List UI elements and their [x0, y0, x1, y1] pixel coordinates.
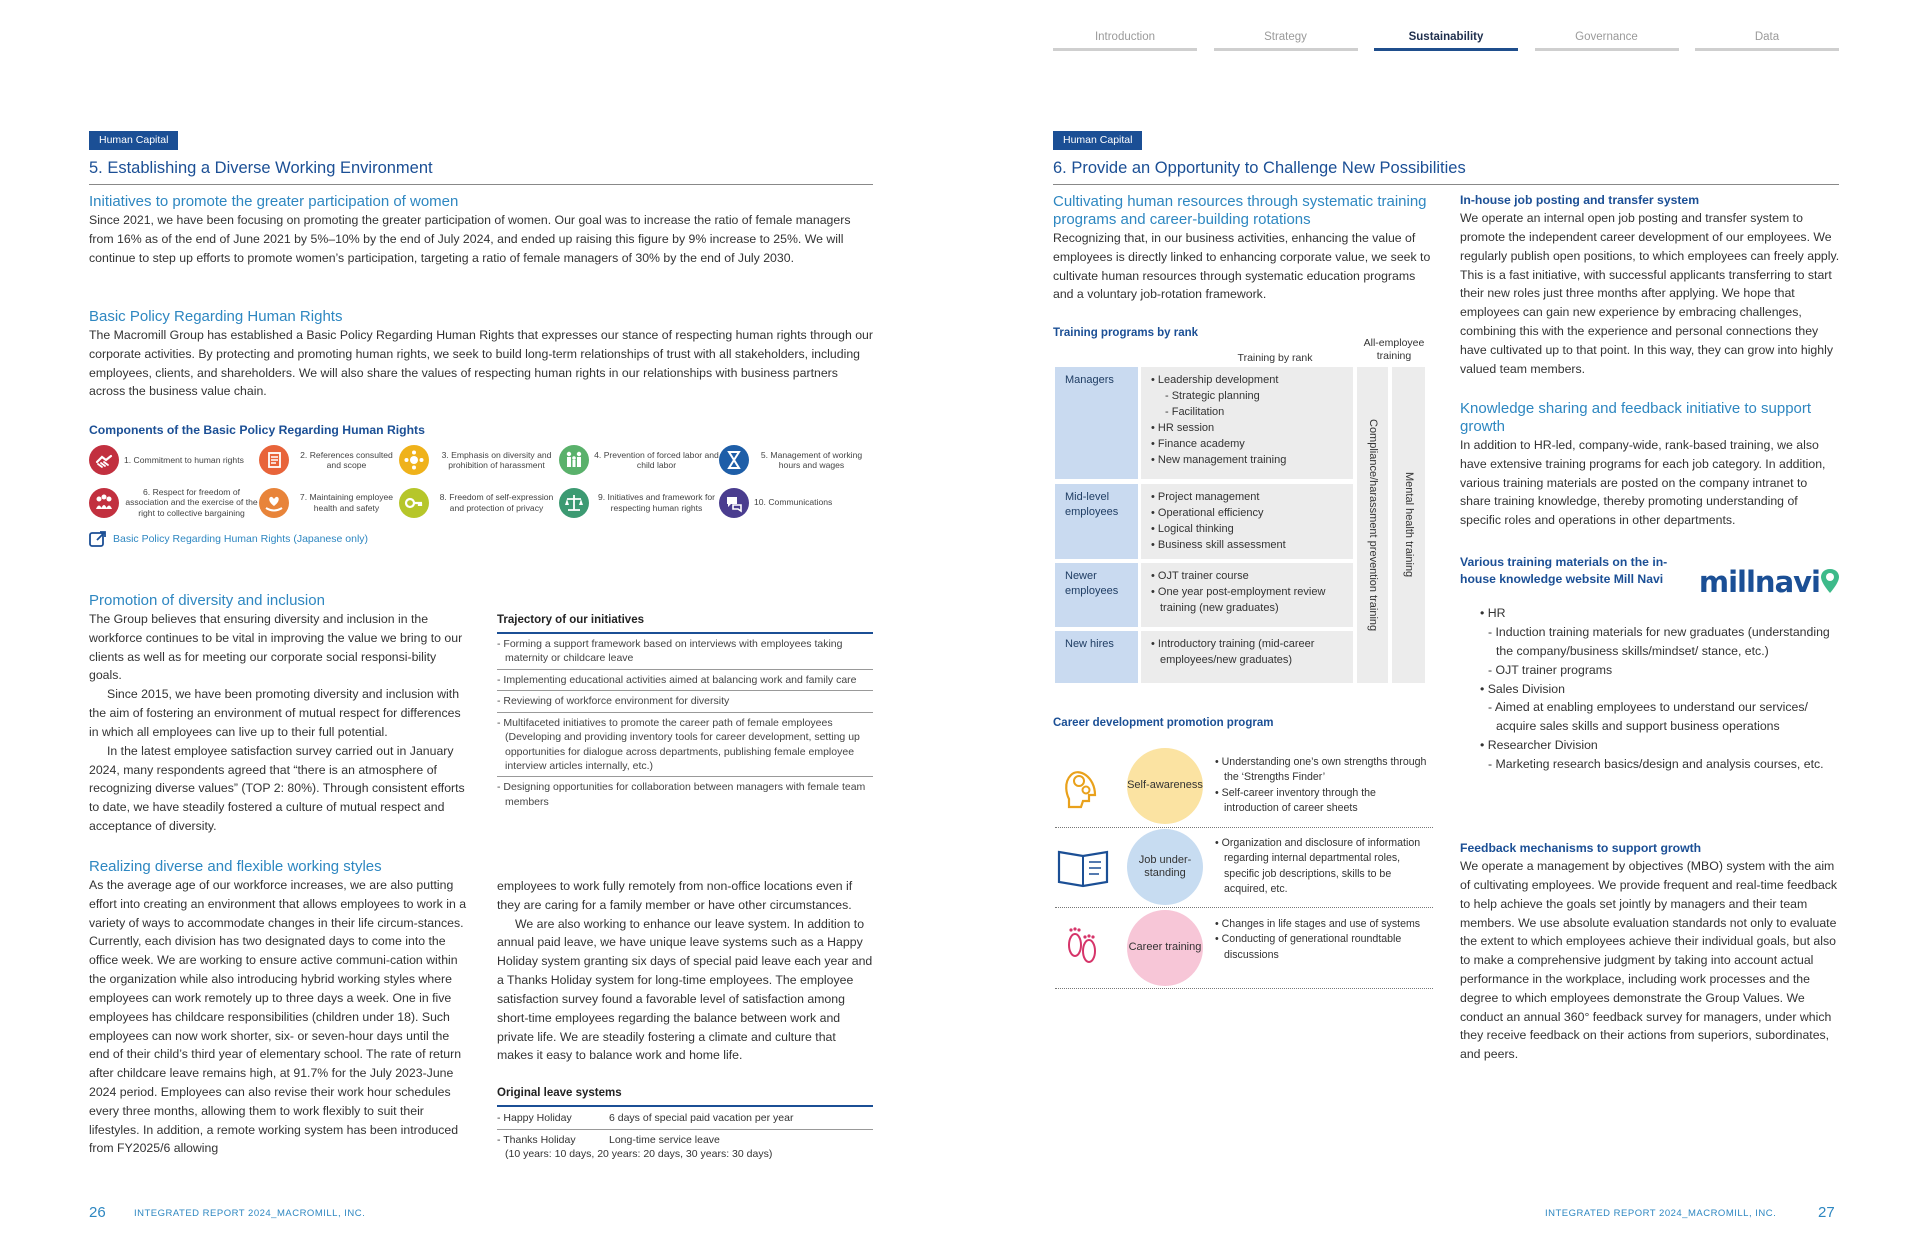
training-line: • Logical thinking [1151, 522, 1234, 535]
component-label: 6. Respect for freedom of association and the exercise of the right to collective bargaining [125, 487, 258, 518]
component-label: 7. Maintaining employee health and safety [299, 492, 394, 513]
flexible-col1: As the average age of our workforce increases, we are also putting effort into creating an environment that allows employees to work in a variety of ways to accommodate changes in their life circum-stances. Currently, each division has two designated days to come into the office week. We are working to ensure active communi-cation within the organization while also introducing hybrid working styles where employees can work remotely up to three days a week. One in five employees has childcare responsibilities (children under 18). Such employees can now work shorter, six- or seven-hour days until the end of their child’s third year of elementary school. The rate of return after childcare leave remains high, at 91.7% for the July 2023-June 2024 period. Employees can also revise their work hour schedules every three months, allowing them to work flexibly to suit their lifestyles. In addition, a remote working system has been introduced from FY2025/6 allowing [89, 878, 467, 1156]
career-row [1055, 826, 1433, 908]
key-icon [399, 488, 429, 518]
training-line: • Business skill assessment [1151, 538, 1286, 551]
component-item [89, 487, 259, 518]
component-item [559, 445, 719, 475]
rights-body: The Macromill Group has established a Basic Policy Regarding Human Rights that expresses our stance of respecting human rights through our corporate activities. By protecting and promoting human rights, we seek to build long-term relationships of trust with all stakeholders, including employees, clients, and shareholders. We will also share the values of respecting human rights in our relationships with business partners across the business value chain. [89, 328, 873, 399]
posting-section [1460, 192, 1840, 378]
component-item [259, 487, 399, 518]
handshake-icon [89, 445, 119, 475]
trajectory-box [497, 612, 873, 812]
external-link-icon [89, 530, 107, 548]
page-title-right: 6. Provide an Opportunity to Challenge New Possibilities [1053, 156, 1839, 185]
cultivating-section [1053, 193, 1431, 304]
materials-group: • HR [1480, 606, 1506, 621]
training-rank-content [1141, 367, 1353, 479]
component-label: 5. Management of working hours and wages [760, 449, 863, 471]
diversity-p3: In the latest employee satisfaction survey carried out in January 2024, many respondents agreed that “there is an atmosphere of recognizing diverse values” (TOP 2: 80%). Through consistent efforts to date, we have steadily fostered a culture of mutual respect and acceptance of diversity. [89, 743, 465, 833]
trajectory-list [497, 634, 873, 813]
materials-item: - Marketing research basics/design and analysis courses, etc. [1488, 756, 1824, 771]
tab-sustainability[interactable]: Sustainability [1374, 29, 1518, 51]
training-rank-label: New hires [1055, 631, 1138, 683]
training-line: • Project management [1151, 491, 1260, 503]
trajectory-item: - Forming a support framework based on interviews with employees taking maternity or childcare leave [497, 634, 873, 670]
trajectory-item: - Multifaceted initiatives to promote the career path of female employees (Developing and providing inventory tools for career development, setting up opportunities for dialogue across departments, publishing female employee interview articles internally, etc.) [497, 713, 873, 778]
component-label: 10. Communications [754, 497, 833, 508]
training-rank-label: Mid-level employees [1055, 484, 1138, 559]
feedback-section [1460, 840, 1840, 1064]
leave-title: Original leave systems [497, 1085, 873, 1107]
flexible-col2a: employees to work fully remotely from non-office locations even if they are caring for a family member or have other circumstances. [497, 879, 853, 912]
flexible-heading: Realizing diverse and flexible working styles [89, 858, 382, 875]
hourglass-icon [719, 445, 749, 475]
component-item [399, 445, 559, 475]
left-section-header [89, 130, 873, 185]
components-grid [89, 445, 879, 518]
compliance-training-bar: Compliance/harassment prevention training [1357, 367, 1388, 683]
posting-heading: In-house job posting and transfer system [1460, 193, 1700, 207]
training-line: • Introductory training (mid-career employees/new graduates) [1151, 638, 1315, 666]
component-item [719, 445, 869, 475]
materials-list [1460, 604, 1840, 773]
materials-item: - Induction training materials for new graduates (understanding the company/business skills/mindset/ stance, etc.) [1488, 625, 1830, 658]
scales-icon [559, 488, 589, 518]
component-item [559, 487, 719, 518]
materials-item: - OJT trainer programs [1488, 662, 1613, 677]
training-line: • Finance academy [1151, 437, 1245, 450]
section-tag-right: Human Capital [1053, 131, 1142, 150]
career-line: • Conducting of generational roundtable discussions [1215, 933, 1402, 961]
tab-governance[interactable]: Governance [1535, 29, 1679, 51]
component-label: 8. Freedom of self-expression and protection of privacy [439, 492, 554, 513]
trajectory-item: - Reviewing of workforce environment for diversity [497, 691, 873, 712]
family-icon [559, 445, 589, 475]
component-label: 2. References consulted and scope [300, 449, 393, 471]
rights-heading: Basic Policy Regarding Human Rights [89, 308, 343, 325]
flexible-col2 [497, 877, 873, 1065]
career-heading: Career development promotion program [1053, 717, 1274, 729]
training-heading: Training programs by rank [1053, 327, 1199, 339]
footprints-icon [1055, 919, 1111, 975]
materials-group: • Researcher Division [1480, 738, 1598, 753]
training-line: • One year post-employment review training (new graduates) [1151, 585, 1326, 614]
leave-row-happy: - Happy Holiday 6 days of special paid vacation per year [497, 1107, 873, 1130]
feedback-body: We operate a management by objectives (MBO) system with the aim of cultivating employees. We provide frequent and real-time feedback to help achieve the goals set jointly by managers and their team members. We use absolute evaluation standards not only to evaluate the extent to which employees achieve their individual goals, but also to make a comprehensive judgment by taking into account actual performance in the workplace, including work processes and the degree to which employees demonstrate the Group Values. We conduct an annual 360° feedback survey for managers, under which they receive feedback on their actions from superiors, subordinates, and peers. [1460, 859, 1838, 1062]
trajectory-item: - Implementing educational activities aimed at balancing work and family care [497, 670, 873, 691]
training-col-rank: Training by rank [1237, 352, 1313, 364]
trajectory-title: Trajectory of our initiatives [497, 612, 873, 634]
training-line: • Leadership development [1151, 374, 1279, 386]
page-title: 5. Establishing a Diverse Working Environment [89, 156, 873, 185]
training-rank-content [1141, 484, 1353, 559]
career-line: • Self-career inventory through the introduction of career sheets [1215, 786, 1376, 815]
millnavi-logo: millnavi [1699, 560, 1840, 604]
training-col-all: All-employee training [1363, 337, 1425, 363]
career-circle: Job under-standing [1127, 829, 1203, 905]
rights-section [89, 308, 873, 401]
component-item [89, 445, 259, 475]
career-text [1215, 836, 1433, 897]
training-line: • New management training [1151, 453, 1287, 466]
flexible-col2b: We are also working to enhance our leave system. In addition to annual paid leave, we have unique leave systems such as a Happy Holiday system granting six days of special paid leave each year and a Thanks Holiday system for long-time employees. The employee satisfaction survey found a favorable level of satisfaction among short-time employees regarding the balance between work and private life. We are steadily fostering a climate and culture that makes it easy to balance work and home life. [497, 916, 873, 1063]
leave-box [497, 1085, 873, 1164]
career-row [1055, 907, 1433, 989]
career-text [1215, 755, 1433, 816]
cultivating-body: Recognizing that, in our business activities, enhancing the value of employees is directly linked to enhancing corporate value, we seek to cultivate human resources through systematic education programs and a voluntary job-rotation framework. [1053, 231, 1431, 302]
document-icon [259, 445, 289, 475]
rights-link[interactable] [89, 530, 879, 548]
components-section [89, 422, 879, 548]
component-label: 3. Emphasis on diversity and prohibition of harassment [441, 449, 552, 471]
trajectory-item: - Designing opportunities for collaboration between managers with female team members [497, 781, 866, 808]
career-circle: Career training [1127, 910, 1203, 986]
tab-strategy[interactable]: Strategy [1214, 29, 1358, 51]
component-label: 1. Commitment to human rights [124, 454, 244, 465]
career-line: • Organization and disclosure of information regarding internal departmental roles, specific job descriptions, skills to be acquired, etc. [1215, 837, 1421, 896]
materials-section [1460, 554, 1840, 774]
component-item [719, 487, 869, 518]
diversity-heading: Promotion of diversity and inclusion [89, 592, 325, 609]
materials-item: - Aimed at enabling employees to understand our services/ acquire sales skills and support business operations [1488, 700, 1808, 734]
components-heading: Components of the Basic Policy Regarding Human Rights [89, 423, 425, 437]
tab-introduction[interactable]: Introduction [1053, 29, 1197, 51]
career-row [1055, 745, 1433, 828]
component-label: 9. Initiatives and framework for respecting human rights [597, 492, 716, 513]
tab-data[interactable]: Data [1695, 29, 1839, 51]
page-number-left: 26 [89, 1204, 106, 1221]
training-rank-content [1141, 631, 1353, 683]
mental-health-training-bar: Mental health training [1392, 367, 1425, 683]
training-line: • OJT trainer course [1151, 570, 1249, 582]
cultivating-heading: Cultivating human resources through systematic training programs and career-building rotations [1053, 193, 1427, 228]
diversity-p1: The Group believes that ensuring diversity and inclusion in the workforce continues to be vital in improving the value we bring to our clients as well as for meeting our corporate social responsi-bility goals. [89, 612, 463, 683]
component-label: 4. Prevention of forced labor and child labor [594, 449, 719, 471]
knowledge-section [1460, 400, 1840, 530]
materials-group: • Sales Division [1480, 681, 1565, 696]
component-item [259, 445, 399, 475]
location-pin-icon [1820, 567, 1840, 597]
training-line: - Strategic planning [1165, 389, 1260, 402]
materials-heading: Various training materials on the in-house knowledge website Mill Navi [1460, 555, 1668, 587]
footer-right: INTEGRATED REPORT 2024_MACROMILL, INC. [1545, 1208, 1777, 1219]
training-line: • HR session [1151, 421, 1215, 434]
diversity-p2: Since 2015, we have been promoting diversity and inclusion with the aim of fostering an environment of mutual respect for differences in which all employees can live up to their full potential. [89, 687, 461, 739]
training-rank-content [1141, 563, 1353, 627]
group-icon [89, 488, 119, 518]
training-line: • Operational efficiency [1151, 506, 1264, 519]
heart-hand-icon [259, 488, 289, 518]
diversity-section [89, 592, 467, 836]
knowledge-heading: Knowledge sharing and feedback initiative to support growth [1460, 400, 1812, 435]
section-nav [1053, 29, 1839, 51]
flexible-section [89, 858, 467, 1158]
knowledge-body: In addition to HR-led, company-wide, rank-based training, we also have extensive training programs for each job category. In addition, various training materials are posted on the company intranet to share training knowledge, thereby promoting understanding of specific roles and operations in other departments. [1460, 438, 1826, 528]
women-heading: Initiatives to promote the greater participation of women [89, 193, 459, 210]
chat-icon [719, 488, 749, 518]
career-text [1215, 917, 1433, 963]
women-body: Since 2021, we have been focusing on promoting the greater participation of women. Our goal was to increase the ratio of female managers from 16% as of the end of June 2021 by 5%–10% by the end of July 2024, and ended up raising this figure by 9% increase to 25%. We will continue to step up efforts to promote women’s participation, targeting a ratio of female managers of 30% by the end of July 2030. [89, 213, 851, 265]
people-ring-icon [399, 445, 429, 475]
training-line: - Facilitation [1165, 405, 1225, 418]
footer-left: INTEGRATED REPORT 2024_MACROMILL, INC. [134, 1208, 366, 1219]
right-section-header [1053, 130, 1839, 185]
rights-link-text[interactable]: Basic Policy Regarding Human Rights (Japanese only) [113, 532, 369, 545]
women-section [89, 193, 873, 267]
feedback-heading: Feedback mechanisms to support growth [1460, 841, 1702, 855]
career-line: • Understanding one’s own strengths through the ‘Strengths Finder’ [1215, 756, 1427, 784]
leave-row-thanks: - Thanks Holiday Long-time service leave (10 years: 10 days, 20 years: 20 days, 30 years: 30 days) [497, 1133, 773, 1160]
training-rank-label: Managers [1055, 367, 1138, 479]
training-table [1055, 367, 1435, 683]
career-line: • Changes in life stages and use of systems [1215, 918, 1421, 930]
training-rank-label: Newer employees [1055, 563, 1138, 627]
component-item [399, 487, 559, 518]
head-gears-icon [1055, 757, 1111, 813]
career-circle: Self-awareness [1127, 748, 1203, 824]
page-number-right: 27 [1818, 1204, 1835, 1221]
section-tag: Human Capital [89, 131, 178, 150]
posting-body: We operate an internal open job posting and transfer system to promote the independent career development of our employees. We regularly publish open positions, to which employees can freely apply. This is a fast initiative, with successful applicants transferring to start their new roles just three months after applying. We hope that employees can gain new experience by embracing challenges, combining this with the experience and personal connections they have cultivated up to that point. In this way, they can grow into highly valued team members. [1460, 211, 1840, 376]
open-book-icon [1055, 838, 1111, 894]
